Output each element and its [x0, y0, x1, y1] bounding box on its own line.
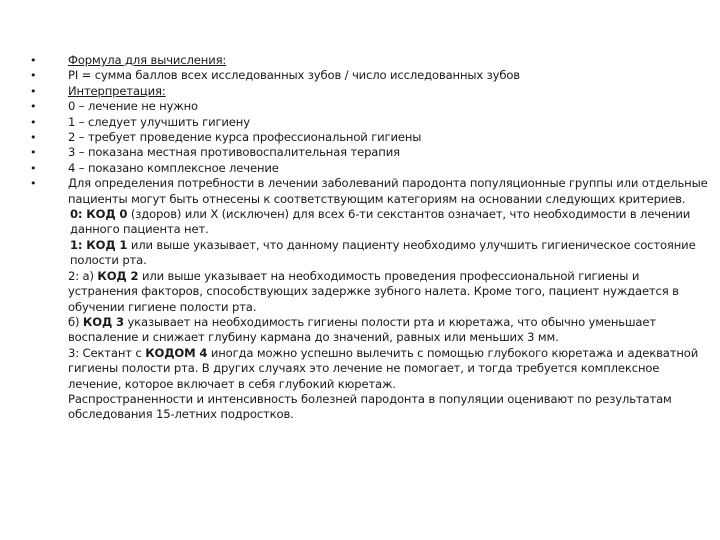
list-item: [30, 99, 710, 114]
bullet-list: [30, 53, 710, 423]
criteria-code-3: [68, 315, 710, 346]
interpretation-heading: Интерпретация:: [68, 83, 166, 98]
bullet-icon: •: [30, 54, 37, 67]
criteria-code-1: [68, 238, 710, 269]
interpretation-3: 3 – показана местная противовоспалительная терапия: [68, 145, 400, 160]
list-item: [30, 145, 710, 160]
criteria-code-2: [68, 269, 710, 315]
bullet-icon: •: [30, 131, 37, 145]
list-item: [30, 161, 710, 176]
code-1-text: или выше указывает, что данному пациенту необходимо улучшить гигиеническое состояние полости рта.: [70, 237, 696, 268]
code-3-prefix: б): [68, 314, 83, 329]
list-item: [30, 53, 710, 68]
interpretation-0: 0 – лечение не нужно: [68, 99, 198, 114]
list-item: [30, 130, 710, 145]
criteria-code-4: [68, 346, 710, 392]
bullet-icon: •: [30, 161, 37, 175]
criteria-intro: Для определения потребности в лечении заболеваний пародонта популяционные группы или отдельные пациенты могут быть отнесены к соответствующим категориям на основании следующих критериев.: [68, 176, 708, 206]
bullet-icon: •: [30, 115, 37, 129]
code-2-label: КОД 2: [97, 268, 139, 283]
bullet-icon: •: [30, 177, 37, 191]
list-item: [30, 84, 710, 99]
code-4-prefix: 3: Сектант с: [68, 345, 146, 360]
code-2-prefix: 2: а): [68, 268, 98, 283]
list-item-criteria: [30, 176, 710, 423]
bullet-icon: •: [30, 84, 37, 98]
code-3-text: указывает на необходимость гигиены полости рта и кюретажа, что обычно уменьшает воспаление и снижает глубину кармана до значений, равных или меньших 3 мм.: [68, 314, 656, 345]
code-4-label: КОДОМ 4: [145, 345, 208, 360]
code-0-text: (здоров) или X (исключен) для всех 6-ти секстантов означает, что необходимости в лечении данного пациента нет.: [70, 207, 691, 237]
criteria-closing: Распространенности и интенсивность болезней пародонта в популяции оценивают по результатам обследования 15-летних подростков.: [68, 391, 672, 422]
interpretation-1: 1 – следует улучшить гигиену: [68, 114, 250, 129]
bullet-icon: •: [30, 69, 37, 83]
bullet-icon: •: [30, 146, 37, 160]
criteria-code-0: [68, 207, 710, 238]
list-item: [30, 68, 710, 83]
interpretation-4: 4 – показано комплексное лечение: [68, 160, 279, 175]
code-4-text: иногда можно успешно вылечить с помощью глубокого кюретажа и адекватной гигиены полости рта. В других случаях это лечение не помогает, и тогда требуется комплексное лечение, которое включает в себя глубокий кюретаж.: [68, 345, 699, 391]
formula-heading: Формула для вычисления:: [68, 53, 227, 67]
formula-text: PI = сумма баллов всех исследованных зубов / число исследованных зубов: [68, 68, 520, 83]
list-item: [30, 115, 710, 130]
code-2-text: или выше указывает на необходимость проведения профессиональной гигиены и устранения факторов, способствующих задержке зубного налета. Кроме того, пациент нуждается в обучении гигиене полости рта.: [68, 268, 679, 314]
bullet-icon: •: [30, 100, 37, 114]
interpretation-2: 2 – требует проведение курса профессиональной гигиены: [68, 130, 422, 145]
code-1-label: 1: КОД 1: [70, 237, 128, 252]
code-3-label: КОД 3: [82, 314, 124, 329]
code-0-label: 0: КОД 0: [70, 207, 128, 222]
